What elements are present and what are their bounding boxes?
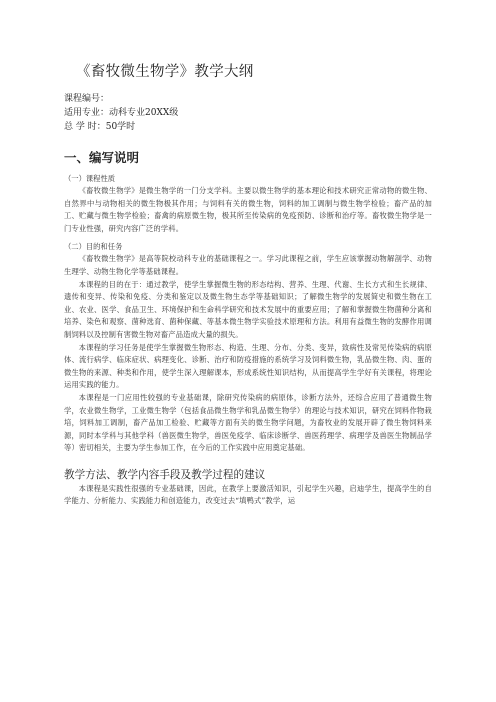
course-code-line <box>64 92 432 106</box>
paragraph-teaching-methods: 本课程是实践性很强的专业基础课，因此，在教学上要激活知识，引起学生兴趣，启迪学生，提高学生的自学能力、分析能力、实践能力和创造能力，改变过去“填鸭式”教学，运 <box>64 483 432 506</box>
paragraph-course-purpose: 本课程的目的在于：通过教学，使学生掌握微生物的形态结构、营养、生理、代谢、生长方式和生长规律、遗传和变异、传染和免疫、分类和鉴定以及微生物生态学等基础知识；了解微生物学的发展简史和微生物在工业、农业、医学、食品卫生、环境保护和生命科学研究和技术发展中的重要应用；了解和掌握微生物菌种分离和培养、染色和观察、菌种选育、菌种保藏、等基本微生物学实验技术原理和方法。利用有益微生物的发酵作用调制饲料以及控制有害微生物对畜产品造成大量的损失。 <box>64 279 432 339</box>
total-hours-value: 50学时 <box>105 122 136 132</box>
applicable-major-value: 动科专业20XX级 <box>109 108 179 118</box>
paragraph-course-positioning: 本课程是一门应用性较强的专业基础课，除研究传染病的病原体，诊断方法外，还综合应用了普通微生物学，农业微生物学，工业微生物学（包括食品微生物学和乳品微生物学）的理论与技术知识，研究在饲料作物栽培，饲料加工调制，畜产品加工检验、贮藏等方面有关的微生物学问题，为畜牧业的发展开辟了微生物饲料来源，同时本学科与其他学科（兽医微生物学，兽医免疫学、临床诊断学、兽医药理学、病理学及兽医生物制品学等）密切相关，主要为学生参加工作，在今后的工作实践中应用奠定基础。 <box>64 392 432 453</box>
course-meta <box>64 92 432 134</box>
document-title: 《畜牧微生物学》教学大纲 <box>76 64 254 80</box>
applicable-major-label: 适用专业： <box>64 108 110 118</box>
paragraph-prerequisites: 《畜牧微生物学》是高等院校动科专业的基础课程之一。学习此课程之前，学生应该掌握动物解剖学、动物生理学、动物生物化学等基础课程。 <box>64 254 432 276</box>
subheading-course-nature: （一）课程性质 <box>64 174 116 183</box>
paragraph-course-nature: 《畜牧微生物学》是微生物学的一门分支学科。主要以微生物学的基本理论和技术研究正常动物的微生物、自然界中与动物相关的微生物极其作用；与饲料有关的微生物，饲料的加工调制与微生物学检验；畜产品的加工、贮藏与微生物学检验；畜禽的病原微生物，极其所至传染病的免疫预防、诊断和治疗等。畜牧微生物学是一门专业性强，研究内容广泛的学科。 <box>64 186 432 233</box>
applicable-major-line <box>64 106 432 120</box>
paragraph-learning-tasks: 本课程的学习任务是使学生掌握微生物形态、构造、生理、分布、分类、变异，致病性及常见传染病的病原体、流行病学、临床症状、病理变化、诊断、治疗和防疫措施的系统学习及饲料微生物，乳品微生物、肉、蛋的微生物的来源、种类和作用，使学生深入理解课本，形成系统性知识结构，从而提高学生学好有关课程，将理论运用实践的能力。 <box>64 342 432 390</box>
subheading-purpose-tasks: （二）目的和任务 <box>64 242 123 252</box>
section-heading-writing-notes: 一、编写说明 <box>64 150 140 165</box>
total-hours-label: 总 学 时： <box>64 122 106 132</box>
total-hours-line <box>64 120 432 134</box>
course-code-label: 课程编号： <box>64 94 110 104</box>
section-heading-teaching-methods: 教学方法、教学内容手段及教学过程的建议 <box>64 468 266 481</box>
